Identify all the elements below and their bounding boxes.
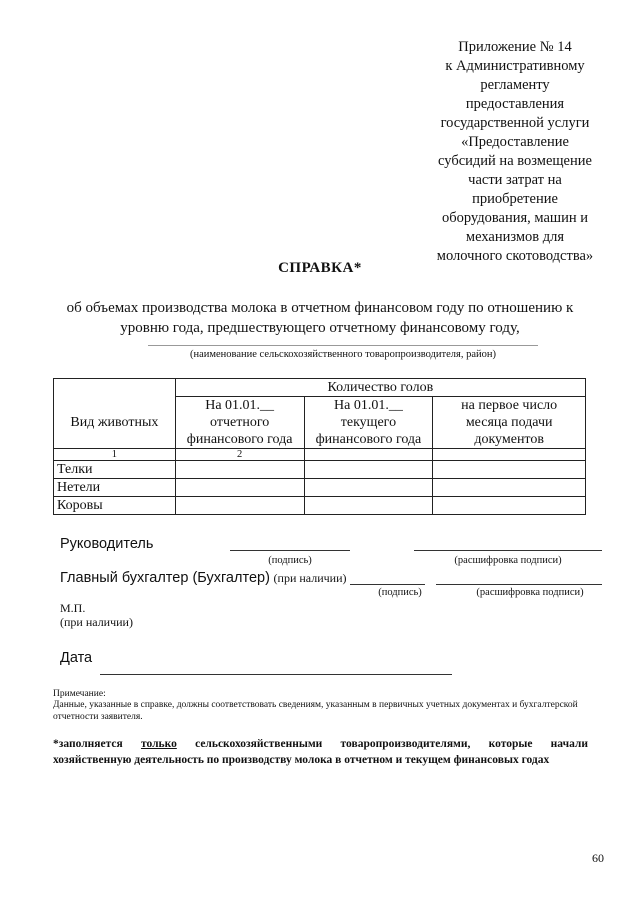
col-header-current-year	[304, 397, 433, 449]
data-cell[interactable]	[304, 461, 433, 479]
appendix-line: приобретение	[472, 191, 558, 207]
producer-name-line[interactable]	[148, 345, 538, 346]
producer-name-caption: (наименование сельскохозяйственного товаропроизводителя, район)	[189, 349, 496, 360]
note-heading: Примечание:	[53, 689, 106, 699]
appendix-line: субсидий на возмещение	[438, 153, 592, 169]
data-cell[interactable]	[175, 479, 304, 497]
appendix-line: молочного скотоводства»	[436, 248, 594, 264]
appendix-block	[420, 38, 610, 266]
appendix-line: регламенту	[480, 77, 550, 93]
appendix-line: к Административному	[445, 58, 585, 74]
column-number: 2	[175, 449, 304, 461]
header-text: текущего	[340, 415, 397, 430]
appendix-line: предоставления	[465, 96, 565, 112]
chief-accountant-note: (при наличии)	[273, 571, 347, 585]
note-body: Данные, указанные в справке, должны соответствовать сведениям, указанным в первичных учетных документах и бухгалтерской отчетности заявителя.	[53, 700, 578, 722]
animal-type-cell: Телки	[54, 461, 176, 479]
data-cell[interactable]	[304, 479, 433, 497]
chief-decode-line[interactable]	[436, 584, 602, 585]
document-title: СПРАВКА*	[278, 260, 362, 276]
animal-type-cell: Нетели	[54, 479, 176, 497]
chief-accountant-label: Главный бухгалтер (Бухгалтер)	[60, 570, 270, 586]
header-text: На 01.01.__	[334, 398, 403, 413]
document-subtitle: об объемах производства молока в отчетном финансовом году по отношению к уровню года, предшествующего отчетному финансовому году,	[66, 300, 574, 336]
chief-decode-caption: (расшифровка подписи)	[476, 587, 584, 598]
table-row	[54, 479, 586, 497]
appendix-line: Приложение № 14	[458, 39, 572, 55]
appendix-line: механизмов для	[465, 229, 565, 245]
column-number	[304, 449, 433, 461]
header-text: месяца подачи	[465, 415, 553, 430]
column-number	[433, 449, 586, 461]
date-line[interactable]	[100, 674, 452, 675]
header-text: документов	[474, 432, 544, 447]
chief-signature-line[interactable]	[350, 584, 425, 585]
appendix-line: оборудования, машин и	[441, 210, 588, 226]
data-cell[interactable]	[433, 497, 586, 515]
livestock-table	[53, 378, 586, 515]
footnote-start: *заполняется	[53, 738, 141, 750]
head-decode-line[interactable]	[414, 550, 602, 551]
appendix-line: государственной услуги	[440, 115, 590, 131]
appendix-line: «Предоставление	[461, 134, 569, 150]
header-text: На 01.01.__	[205, 398, 275, 413]
head-signature-line[interactable]	[230, 550, 350, 551]
appendix-line: части затрат на	[468, 172, 562, 188]
col-group-header-head-count: Количество голов	[175, 379, 585, 397]
stamp-note: (при наличии)	[60, 615, 133, 629]
data-cell[interactable]	[175, 461, 304, 479]
head-label: Руководитель	[60, 536, 154, 552]
column-number-row	[54, 449, 586, 461]
footnote-rest: сельскохозяйственными товаропроизводителями, которые начали хозяйственную деятельность по производству молока в отчетном и текущем финансовых годах	[53, 738, 588, 766]
footnote	[53, 736, 588, 768]
data-cell[interactable]	[304, 497, 433, 515]
animal-type-cell: Коровы	[54, 497, 176, 515]
table-row	[54, 461, 586, 479]
column-number: 1	[54, 449, 176, 461]
col-header-reporting-year	[175, 397, 304, 449]
head-decode-caption: (расшифровка подписи)	[454, 555, 562, 566]
header-text: финансового года	[186, 432, 293, 447]
col-header-submission-month	[433, 397, 586, 449]
col-header-animal-type: Вид животных	[54, 379, 176, 449]
header-text: финансового года	[315, 432, 422, 447]
footnote-emphasis: только	[140, 738, 177, 750]
table-header-row	[54, 379, 586, 397]
header-text: отчетного	[210, 415, 270, 430]
head-signature-caption: (подпись)	[268, 555, 312, 566]
chief-accountant-label-row	[60, 570, 347, 587]
table-row	[54, 497, 586, 515]
data-cell[interactable]	[433, 479, 586, 497]
data-cell[interactable]	[433, 461, 586, 479]
data-cell[interactable]	[175, 497, 304, 515]
stamp-label: М.П.	[60, 601, 86, 615]
page-number: 60	[592, 851, 604, 865]
date-label: Дата	[60, 650, 93, 666]
chief-signature-caption: (подпись)	[378, 587, 422, 598]
header-text: на первое число	[461, 398, 558, 413]
